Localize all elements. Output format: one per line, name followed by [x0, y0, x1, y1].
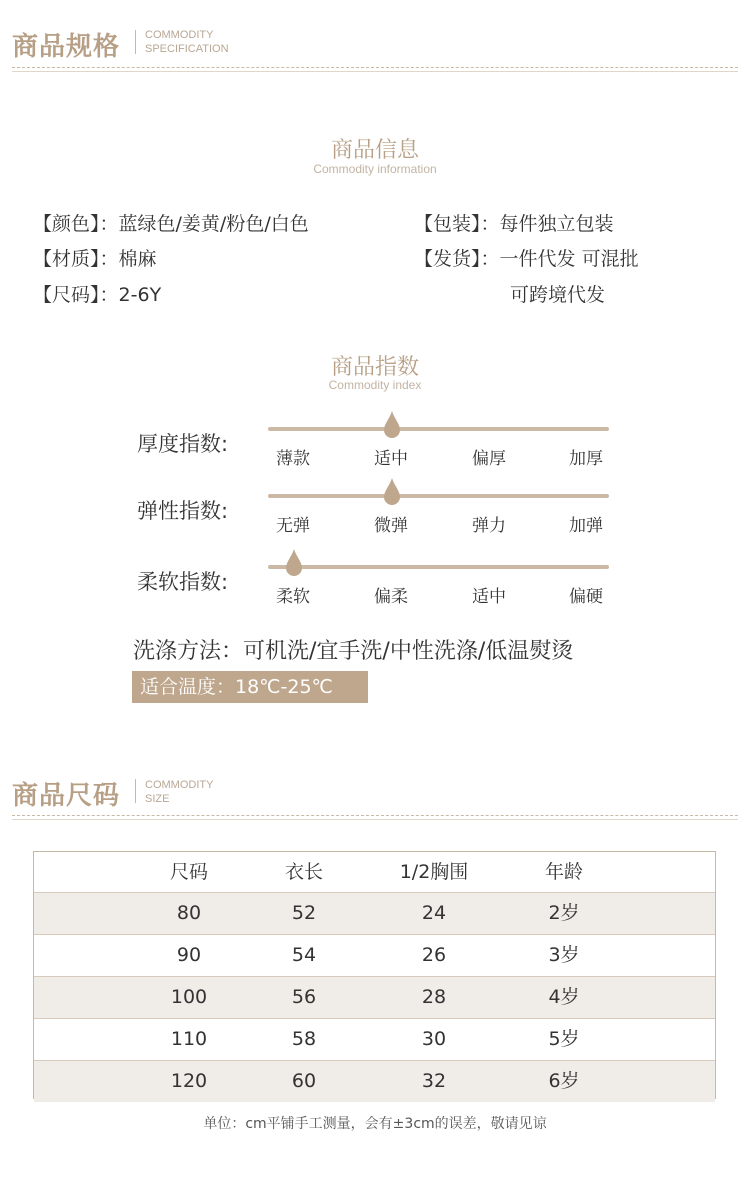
table-cell: 26	[421, 944, 447, 966]
index-option: 加厚	[569, 449, 603, 469]
index-marker-drop-icon	[382, 410, 402, 440]
info-packaging	[414, 209, 614, 236]
info-label: 【包装】	[414, 213, 481, 235]
table-cell: 4岁	[548, 986, 580, 1008]
index-option: 加弹	[569, 516, 603, 536]
table-cell: 3岁	[548, 944, 580, 966]
table-cell: 100	[170, 986, 208, 1008]
size-table	[33, 851, 716, 1099]
table-cell: 80	[176, 902, 202, 924]
table-cell: 90	[176, 944, 202, 966]
subtitle-line-2: SIZE	[145, 793, 170, 805]
title-divider	[135, 779, 136, 803]
table-row	[34, 977, 715, 1018]
table-cell: 56	[291, 986, 317, 1008]
index-scale-bar	[268, 427, 609, 431]
index-scale-bar	[268, 494, 609, 498]
index-option: 偏硬	[569, 587, 603, 607]
temperature-badge: 适合温度：18℃-25℃	[132, 671, 368, 703]
table-cell: 2岁	[548, 902, 580, 924]
index-option: 无弹	[276, 516, 310, 536]
info-section-title: 商品信息	[330, 138, 419, 163]
subtitle-line-2: SPECIFICATION	[145, 43, 229, 55]
index-option: 柔软	[276, 587, 310, 607]
info-shipping-extra: 可跨境代发	[510, 284, 606, 306]
info-material	[33, 244, 157, 271]
table-cell: 5岁	[548, 1028, 580, 1050]
info-sep: ：	[480, 248, 500, 270]
title-divider	[135, 30, 136, 54]
index-option: 适中	[374, 449, 408, 469]
index-section-subtitle: Commodity index	[328, 378, 422, 392]
table-cell: 24	[421, 902, 447, 924]
table-cell: 28	[421, 986, 447, 1008]
index-section-title: 商品指数	[330, 355, 419, 380]
subtitle-line-1: COMMODITY	[145, 29, 214, 41]
index-option: 弹力	[472, 516, 506, 536]
header-length: 衣长	[284, 861, 323, 883]
index-scale-bar	[268, 565, 609, 569]
index-option: 适中	[472, 587, 506, 607]
size-section-subtitle	[145, 778, 213, 806]
info-value: 蓝绿色/姜黄/粉色/白色	[118, 213, 309, 235]
table-header-row	[34, 852, 715, 893]
table-row	[34, 1019, 715, 1060]
info-value: 棉麻	[118, 248, 157, 270]
table-cell: 30	[421, 1028, 447, 1050]
index-option: 偏柔	[374, 587, 408, 607]
dashed-divider	[12, 67, 738, 68]
table-row	[34, 1061, 715, 1102]
info-section-subtitle: Commodity information	[313, 162, 437, 176]
index-option: 偏厚	[472, 449, 506, 469]
table-cell: 110	[170, 1028, 208, 1050]
table-row	[34, 935, 715, 976]
table-cell: 6岁	[548, 1070, 580, 1092]
info-sep: ：	[480, 213, 500, 235]
index-marker-drop-icon	[284, 548, 304, 578]
spec-section-title: 商品规格	[12, 32, 121, 62]
subtitle-line-1: COMMODITY	[145, 779, 214, 791]
size-section-title: 商品尺码	[12, 781, 121, 811]
table-cell: 60	[291, 1070, 317, 1092]
table-cell: 52	[291, 902, 317, 924]
wash-method: 洗涤方法：可机洗/宜手洗/中性洗涤/低温熨烫	[133, 639, 574, 664]
index-option: 薄款	[276, 449, 310, 469]
info-size	[33, 280, 161, 307]
index-label: 弹性指数:	[137, 499, 229, 523]
header-chest: 1/2胸围	[399, 861, 469, 883]
table-cell: 32	[421, 1070, 447, 1092]
index-option: 微弹	[374, 516, 408, 536]
spec-section-subtitle	[145, 28, 229, 56]
measurement-note: 单位：cm平铺手工测量，会有±3cm的误差，敬请见谅	[203, 1116, 547, 1132]
info-label: 【颜色】	[33, 213, 100, 235]
info-sep: ：	[99, 248, 119, 270]
info-sep: ：	[99, 213, 119, 235]
table-cell: 120	[170, 1070, 208, 1092]
header-age: 年龄	[544, 861, 583, 883]
index-marker-drop-icon	[382, 477, 402, 507]
info-label: 【材质】	[33, 248, 100, 270]
info-color	[33, 209, 309, 236]
solid-divider	[12, 819, 738, 820]
dashed-divider	[12, 815, 738, 816]
table-cell: 54	[291, 944, 317, 966]
info-value: 一件代发 可混批	[499, 248, 639, 270]
header-size: 尺码	[169, 861, 208, 883]
info-value: 每件独立包装	[499, 213, 614, 235]
solid-divider	[12, 71, 738, 72]
table-cell: 58	[291, 1028, 317, 1050]
info-shipping	[414, 244, 639, 271]
index-label: 柔软指数:	[137, 570, 229, 594]
table-row	[34, 893, 715, 934]
info-label: 【尺码】	[33, 284, 100, 306]
info-label: 【发货】	[414, 248, 481, 270]
info-value: 2-6Y	[118, 284, 162, 306]
index-label: 厚度指数:	[137, 432, 229, 456]
info-sep: ：	[99, 284, 119, 306]
